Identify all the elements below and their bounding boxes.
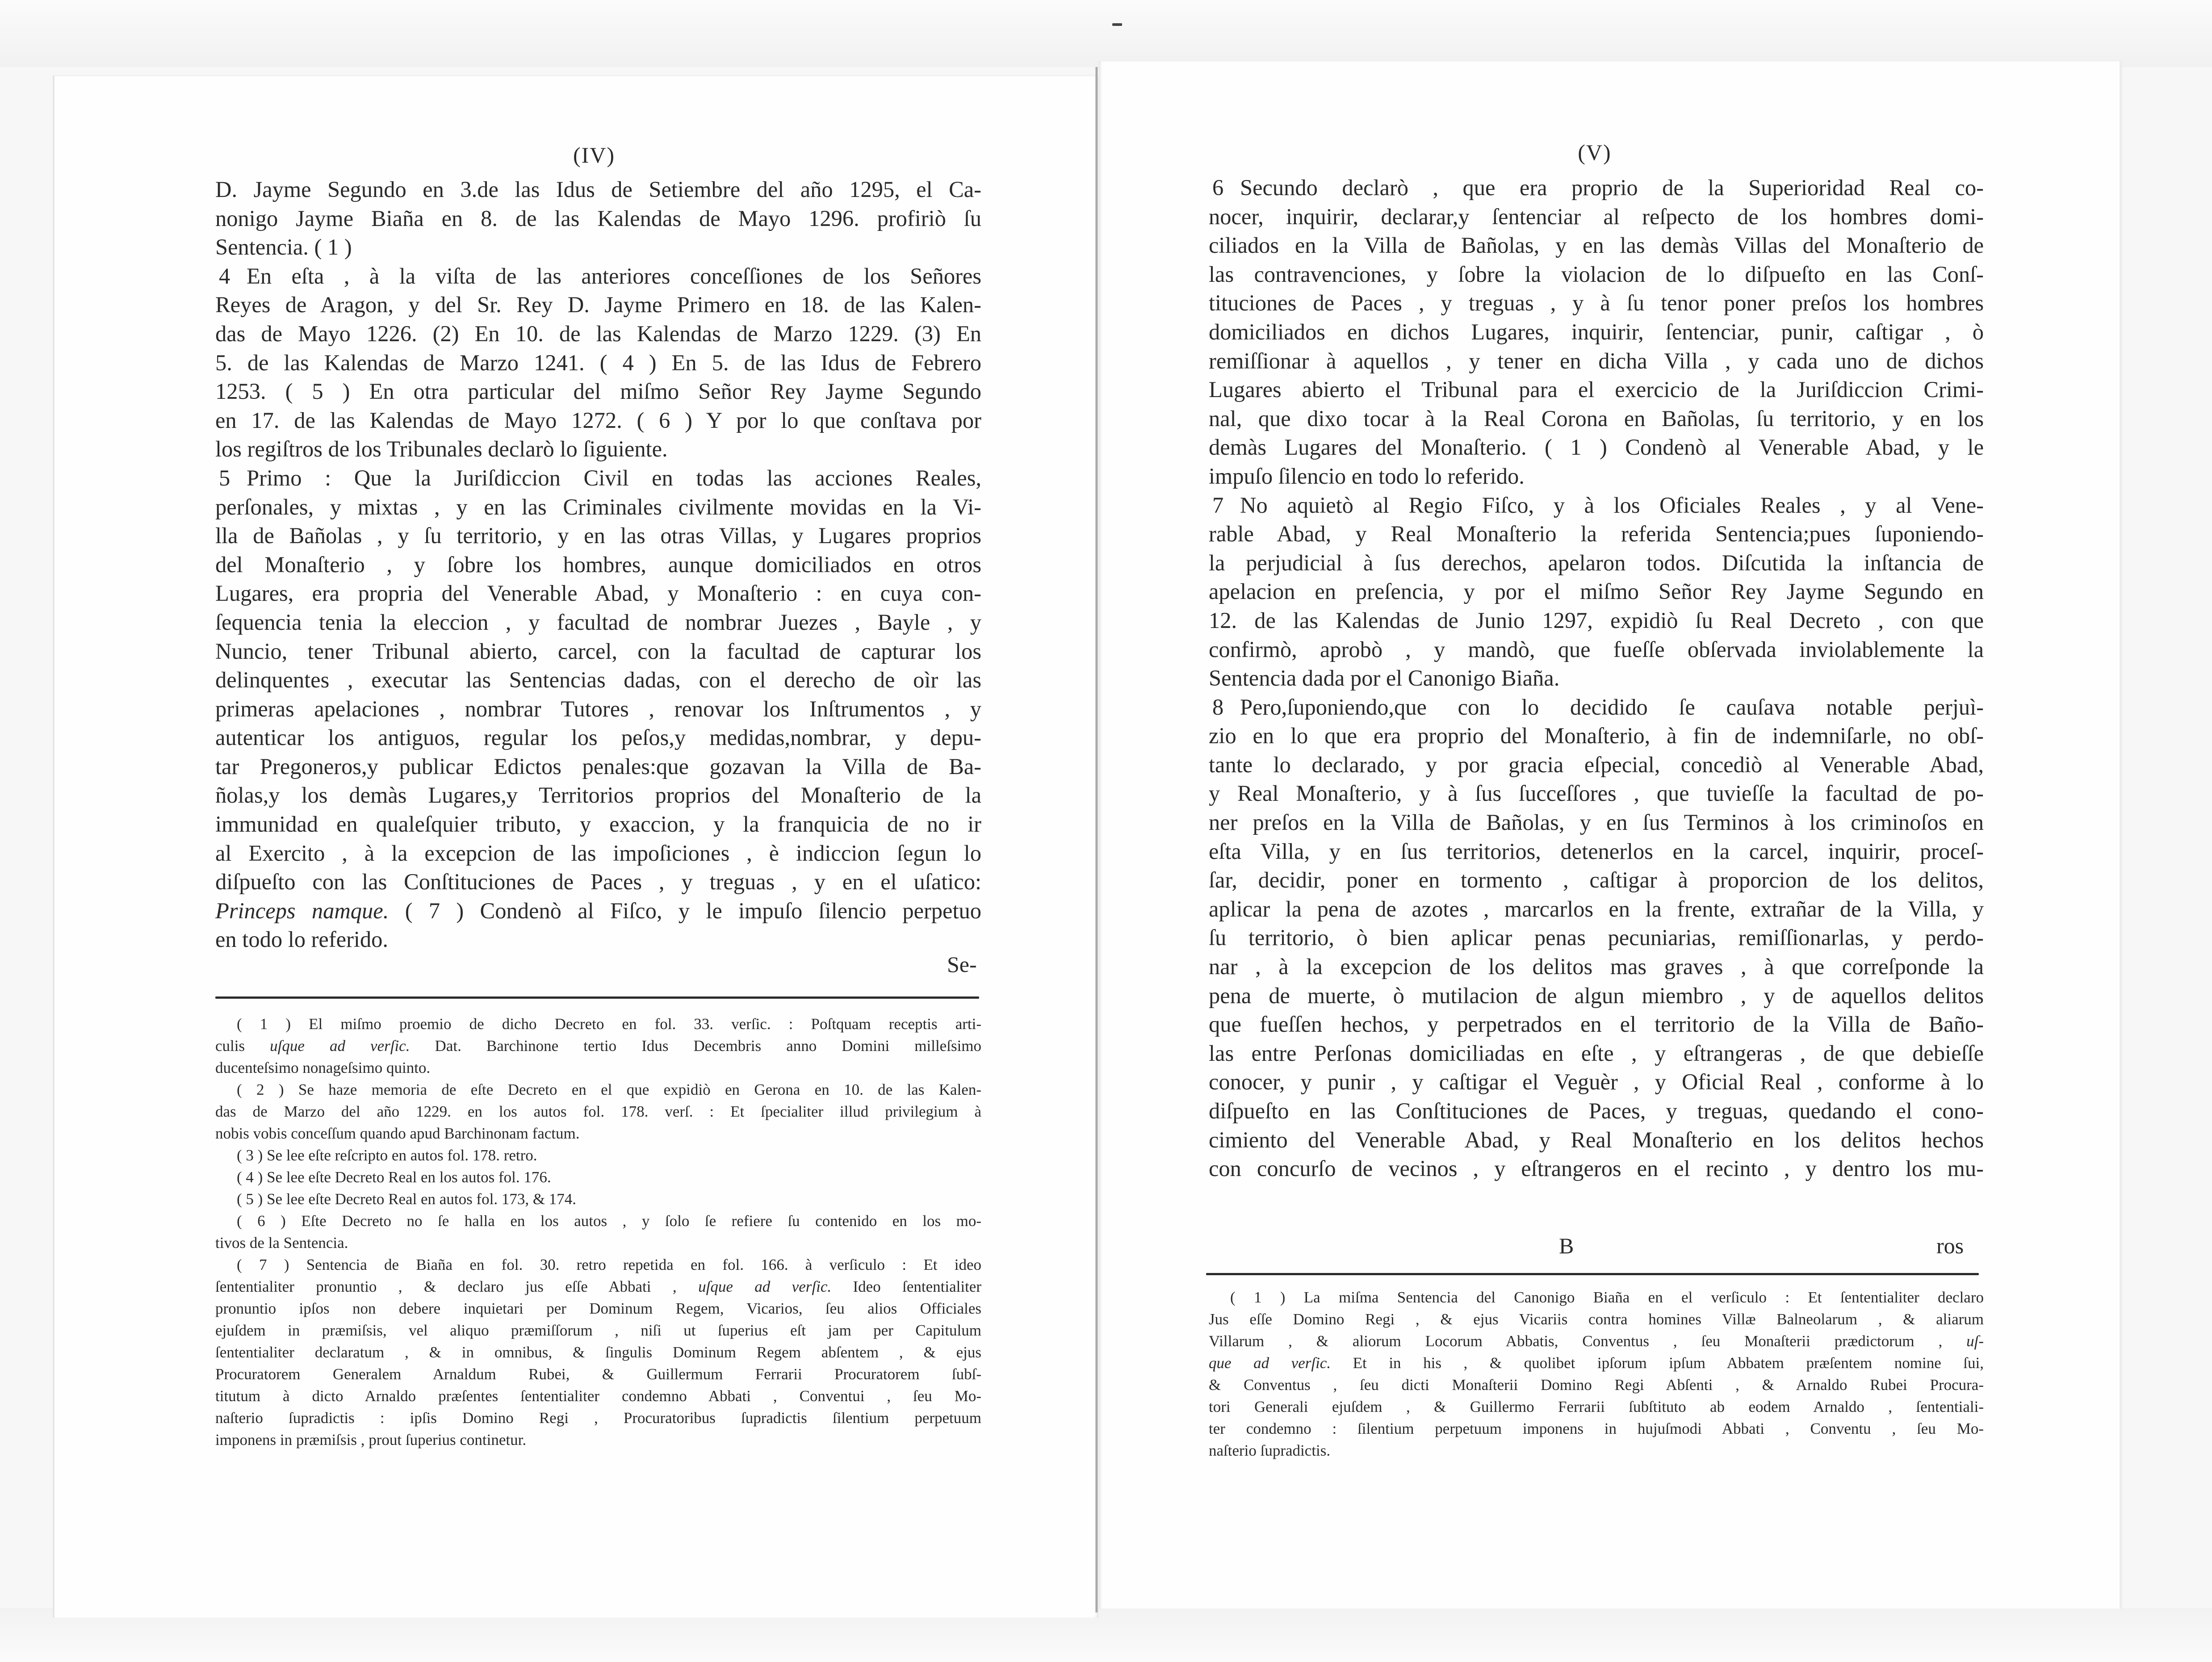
body-line: que fueſſen hechos, y perpetrados en el territorio de la Villa de Baño-: [1209, 1012, 1984, 1037]
book-gutter: [1095, 67, 1098, 1612]
footnote-line: ( 1 ) El miſmo proemio de dicho Decreto en fol. 33. verſic. : Poſtquam receptis arti-: [237, 1015, 982, 1033]
footnote-line: naſterio ſupradictis.: [1209, 1442, 1331, 1459]
body-line: apelacion en preſencia, y por el miſmo Señor Rey Jayme Segundo en: [1209, 579, 1984, 604]
body-line: ñolas,y los demàs Lugares,y Territorios proprios del Monaſterio de la: [215, 783, 981, 808]
footnote-line: ducenteſsimo nonageſsimo quinto.: [215, 1059, 431, 1076]
body-line: eſta Villa, y en ſus territorios, detenerlos en la carcel, inquirir, proceſ-: [1209, 838, 1984, 864]
body-line: en 17. de las Kalendas de Mayo 1272. ( 6 ) Y por lo que conſtava por: [215, 407, 981, 433]
body-line: nar , à la excepcion de los delitos mas graves , à que correſponde la: [1209, 954, 1984, 980]
footnote-ref: ( 3 ): [237, 1147, 267, 1164]
body-line: 8 Pero,ſuponiendo,que con lo decidido ſe cauſava notable perjuì-: [1209, 693, 1984, 722]
scan-mark: [1112, 23, 1122, 26]
footnote-line: Procuratorem Generalem Arnaldum Rubei, & Guillermum Ferrarii Procuratorem ſubſ-: [215, 1365, 981, 1383]
body-line: Lugares, era propria del Venerable Abad, y Monaſterio : en cuya con-: [215, 581, 981, 606]
body-line: primeras apelaciones , nombrar Tutores , renovar los Inſtrumentos , y: [215, 696, 981, 721]
body-line: del Monaſterio , y ſobre los hombres, aunque domiciliados en otros: [215, 552, 981, 577]
footnote-line: ( 1 ) La miſma Sentencia del Canonigo Biaña en el verſiculo : Et ſententialiter declaro: [1230, 1289, 1984, 1306]
paragraph-number: 4: [219, 263, 230, 289]
body-line: Sentencia. ( 1 ): [215, 234, 352, 260]
paragraph-number: 5: [219, 465, 230, 490]
right-page-number: (V): [1578, 140, 1612, 165]
body-line: en todo lo referido.: [215, 927, 389, 952]
footnote-ref: ( 2 ): [237, 1081, 298, 1098]
footnote-line: ejuſdem in præmiſsis, vel aliquo præmiſſorum , niſi ut ſuperius eſt jam per Capitulum: [215, 1322, 981, 1339]
body-line: los regiſtros de los Tribunales declarò lo ſiguiente.: [215, 436, 668, 462]
footnote-line: ( 7 ) Sentencia de Biaña en fol. 30. retro repetida en fol. 166. à verſiculo : Et ideo: [237, 1256, 981, 1273]
body-line: 12. de las Kalendas de Junio 1297, expidiò ſu Real Decreto , con que: [1209, 607, 1984, 633]
body-line: Reyes de Aragon, y del Sr. Rey D. Jayme Primero en 18. de las Kalen-: [215, 292, 981, 318]
body-line: al Exercito , à la excepcion de las impoſiciones , è indiccion ſegun lo: [215, 840, 981, 866]
body-line: delinquentes , executar las Sentencias dadas, con el derecho de oìr las: [215, 667, 981, 693]
footnote-line: ( 3 ) Se lee eſte reſcripto en autos fol. 178. retro.: [237, 1147, 537, 1164]
body-line: 7 No aquietò al Regio Fiſco, y à los Oficiales Reales , y al Vene-: [1209, 491, 1984, 520]
footnote-line: tori Generali ejuſdem , & Guillermo Ferrarii ſubſtituto ab eodem Arnaldo , ſententiali-: [1209, 1398, 1984, 1415]
footnote-line: naſterio ſupradictis : ipſis Domino Regi , Procuratoribus ſupradictis ſilentium perpetuum: [215, 1409, 981, 1427]
footnote-line: Jus eſſe Domino Regi , & ejus Vicariis contra homines Villæ Balneolarum , & aliarum: [1209, 1310, 1984, 1328]
body-line: ſequencia tenia la eleccion , y facultad de nombrar Juezes , Bayle , y: [215, 609, 981, 635]
body-line: das de Mayo 1226. (2) En 10. de las Kalendas de Marzo 1229. (3) En: [215, 321, 981, 346]
body-line: tituciones de Paces , y treguas , y à ſu tenor poner preſos los hombres: [1209, 290, 1984, 316]
body-line: immunidad en qualeſquier tributo, y exaccion, y la franquicia de no ir: [215, 812, 981, 837]
body-line: Lugares abierto el Tribunal para el exercicio de la Juriſdiccion Crimi-: [1209, 377, 1984, 402]
body-line: lla de Bañolas , y ſu territorio, y en las otras Villas, y Lugares proprios: [215, 523, 981, 548]
body-line: tar Pregoneros,y publicar Edictos penales:que gozavan la Villa de Ba-: [215, 754, 981, 779]
body-line: 4 En eſta , à la viſta de las anteriores conceſſiones de los Señores: [215, 262, 981, 291]
left-footnote-rule: [215, 996, 979, 999]
body-line: confirmò, aprobò , y mandò, que fueſſe obſervada inviolablemente la: [1209, 636, 1984, 662]
body-line: conocer, y punir , y caſtigar el Veguèr , y Oficial Real , conforme à lo: [1209, 1069, 1984, 1095]
paragraph-number: 8: [1212, 694, 1224, 720]
body-line: ſu territorio, ò bien aplicar penas pecuniarias, remiſſionarlas, y perdo-: [1209, 925, 1984, 950]
right-footnote-rule: [1206, 1273, 1979, 1275]
body-line: impuſo ſilencio en todo lo referido.: [1209, 463, 1525, 489]
footnote-line: imponens in præmiſsis , prout ſuperius continetur.: [215, 1431, 527, 1448]
body-line: y Real Monaſterio, y à ſus ſucceſſores , que tuvieſſe la facultad de po-: [1209, 781, 1984, 806]
left-catchword: Se-: [947, 952, 977, 977]
body-line: nocer, inquirir, declarar,y ſentenciar al reſpecto de los hombres domi-: [1209, 204, 1984, 229]
footnote-line: ( 2 ) Se haze memoria de eſte Decreto en el que expidiò en Gerona en 10. de las Kalen-: [237, 1081, 981, 1098]
footnote-line: ( 4 ) Se lee eſte Decreto Real en los autos fol. 176.: [237, 1168, 551, 1186]
body-line: las contravenciones, y ſobre la violacion de lo diſpueſto en las Conſ-: [1209, 261, 1984, 287]
body-line: remiſſionar à aquellos , y tener en dicha Villa , y cada uno de dichos: [1209, 348, 1984, 373]
footnote-ref: ( 1 ): [237, 1015, 309, 1033]
scan-background-top: [0, 0, 2212, 67]
body-line: diſpueſto en las Conſtituciones de Paces, y treguas, quedando el cono-: [1209, 1098, 1984, 1123]
body-line: nonigo Jayme Biaña en 8. de las Kalendas de Mayo 1296. profiriò ſu: [215, 205, 981, 231]
footnote-ref: ( 7 ): [237, 1256, 306, 1273]
body-line: demàs Lugares del Monaſterio. ( 1 ) Condenò al Venerable Abad, y le: [1209, 435, 1984, 460]
right-catchword: ros: [1936, 1233, 1964, 1258]
footnote-ref: ( 4 ): [237, 1168, 267, 1186]
body-line: ner preſos en la Villa de Bañolas, y en ſus Terminos à los criminoſos en: [1209, 810, 1984, 835]
body-line: las entre Perſonas domiciliadas en eſte , y eſtrangeras , de que debieſſe: [1209, 1040, 1984, 1066]
body-line: 5. de las Kalendas de Marzo 1241. ( 4 ) En 5. de las Idus de Febrero: [215, 350, 981, 375]
footnote-line: Villarum , & aliorum Locorum Abbatis, Conventus , ſeu Monaſterii prædictorum , uſ-: [1209, 1332, 1984, 1350]
body-line: con concurſo de vecinos , y eſtrangeros en el recinto , y dentro los mu-: [1209, 1156, 1984, 1181]
signature-mark: B: [1559, 1233, 1574, 1258]
body-line: Sentencia dada por el Canonigo Biaña.: [1209, 666, 1560, 691]
footnote-line: ( 5 ) Se lee eſte Decreto Real en autos fol. 173, & 174.: [237, 1190, 577, 1208]
footnote-line: nobis vobis conceſſum quando apud Barchinonam factum.: [215, 1125, 580, 1142]
body-line: 1253. ( 5 ) En otra particular del miſmo Señor Rey Jayme Segundo: [215, 379, 981, 404]
left-footnotes: [215, 1013, 981, 1451]
body-line: perſonales, y mixtas , y en las Criminales civilmente movidas en la Vi-: [215, 494, 981, 519]
footnote-line: ſententialiter declaratum , & in omnibus, & ſingulis Dominum Regem abſentem , & ejus: [215, 1344, 981, 1361]
footnote-ref: ( 6 ): [237, 1212, 302, 1230]
left-body-text: [215, 175, 981, 954]
footnote-line: ſententialiter pronuntio , & declaro jus eſſe Abbati , uſque ad verſic. Ideo ſententialiter: [215, 1278, 981, 1295]
footnote-line: das de Marzo del año 1229. en los autos fol. 178. verſ. : Et ſpecialiter illud privilegium à: [215, 1103, 981, 1120]
footnote-line: culis uſque ad verſic. Dat. Barchinone tertio Idus Decembris anno Domini milleſsimo: [215, 1037, 982, 1055]
left-page-number: (IV): [573, 142, 616, 167]
body-line: 5 Primo : Que la Juriſdiccion Civil en todas las acciones Reales,: [215, 464, 981, 493]
footnote-line: & Conventus , ſeu dicti Monaſterii Domino Regi Abſenti , & Arnaldo Rubei Procura-: [1209, 1376, 1984, 1394]
footnote-line: que ad verſic. Et in his , & quolibet ipſorum ipſum Abbatem præſentem nomine ſui,: [1209, 1354, 1984, 1372]
footnote-ref: ( 1 ): [1230, 1289, 1304, 1306]
footnote-line: ( 6 ) Eſte Decreto no ſe halla en los autos , y ſolo ſe refiere ſu contenido en los mo-: [237, 1212, 981, 1230]
right-footnotes: [1209, 1286, 1984, 1461]
body-line: Princeps namque. ( 7 ) Condenò al Fiſco, y le impuſo ſilencio perpetuo: [215, 898, 981, 923]
body-line: Nuncio, tener Tribunal abierto, carcel, con la facultad de capturar los: [215, 638, 981, 664]
footnote-line: pronuntio ipſos non debere inquietari per Dominum Regem, Vicarios, ſeu alios Officiales: [215, 1300, 981, 1317]
body-line: aplicar la pena de azotes , marcarlos en la frente, extrañar de la Villa, y: [1209, 896, 1984, 921]
italic-citation: Princeps namque.: [215, 898, 389, 923]
body-line: autenticar los antiguos, regular los peſos,y medidas,nombrar, y depu-: [215, 725, 981, 750]
body-line: D. Jayme Segundo en 3.de las Idus de Setiembre del año 1295, el Ca-: [215, 177, 981, 202]
footnote-ref: ( 5 ): [237, 1190, 267, 1208]
footnote-line: ter condemno : ſilentium perpetuum imponens in hujuſmodi Abbati , Conventu , ſeu Mo-: [1209, 1420, 1984, 1437]
body-line: nal, que dixo tocar à la Real Corona en Bañolas, ſu territorio, y en los: [1209, 406, 1984, 431]
body-line: tante lo declarado, y por gracia eſpecial, concediò al Venerable Abad,: [1209, 752, 1984, 777]
body-line: la perjudicial à ſus derechos, apelaron todos. Diſcutida la inſtancia de: [1209, 550, 1984, 575]
body-line: cimiento del Venerable Abad, y Real Monaſterio en los delitos hechos: [1209, 1127, 1984, 1152]
body-line: ciliados en la Villa de Bañolas, y en las demàs Villas del Monaſterio de: [1209, 233, 1984, 258]
body-line: rable Abad, y Real Monaſterio la referida Sentencia;pues ſuponiendo-: [1209, 521, 1984, 547]
body-line: 6 Secundo declarò , que era proprio de la Superioridad Real co-: [1209, 173, 1984, 202]
body-line: pena de muerte, ò mutilacion de algun miembro , y de aquellos delitos: [1209, 983, 1984, 1008]
footnote-line: tivos de la Sentencia.: [215, 1234, 348, 1252]
footnote-line: titutum à dicto Arnaldo præſentes ſententialiter condemno Abbati , Conventui , ſeu Mo-: [215, 1387, 981, 1405]
body-line: zio en lo que era proprio del Monaſterio, à fin de indemniſarle, no obſ-: [1209, 723, 1984, 749]
body-line: domiciliados en dichos Lugares, inquirir, ſentenciar, punir, caſtigar , ò: [1209, 319, 1984, 344]
body-line: ſar, decidir, poner en tormento , caſtigar à proporcion de los delitos,: [1209, 867, 1984, 893]
paragraph-number: 7: [1212, 492, 1224, 518]
body-line: diſpueſto con las Conſtituciones de Paces , y treguas , y en el uſatico:: [215, 869, 981, 895]
right-body-text: [1209, 173, 1984, 1183]
paragraph-number: 6: [1212, 175, 1224, 200]
